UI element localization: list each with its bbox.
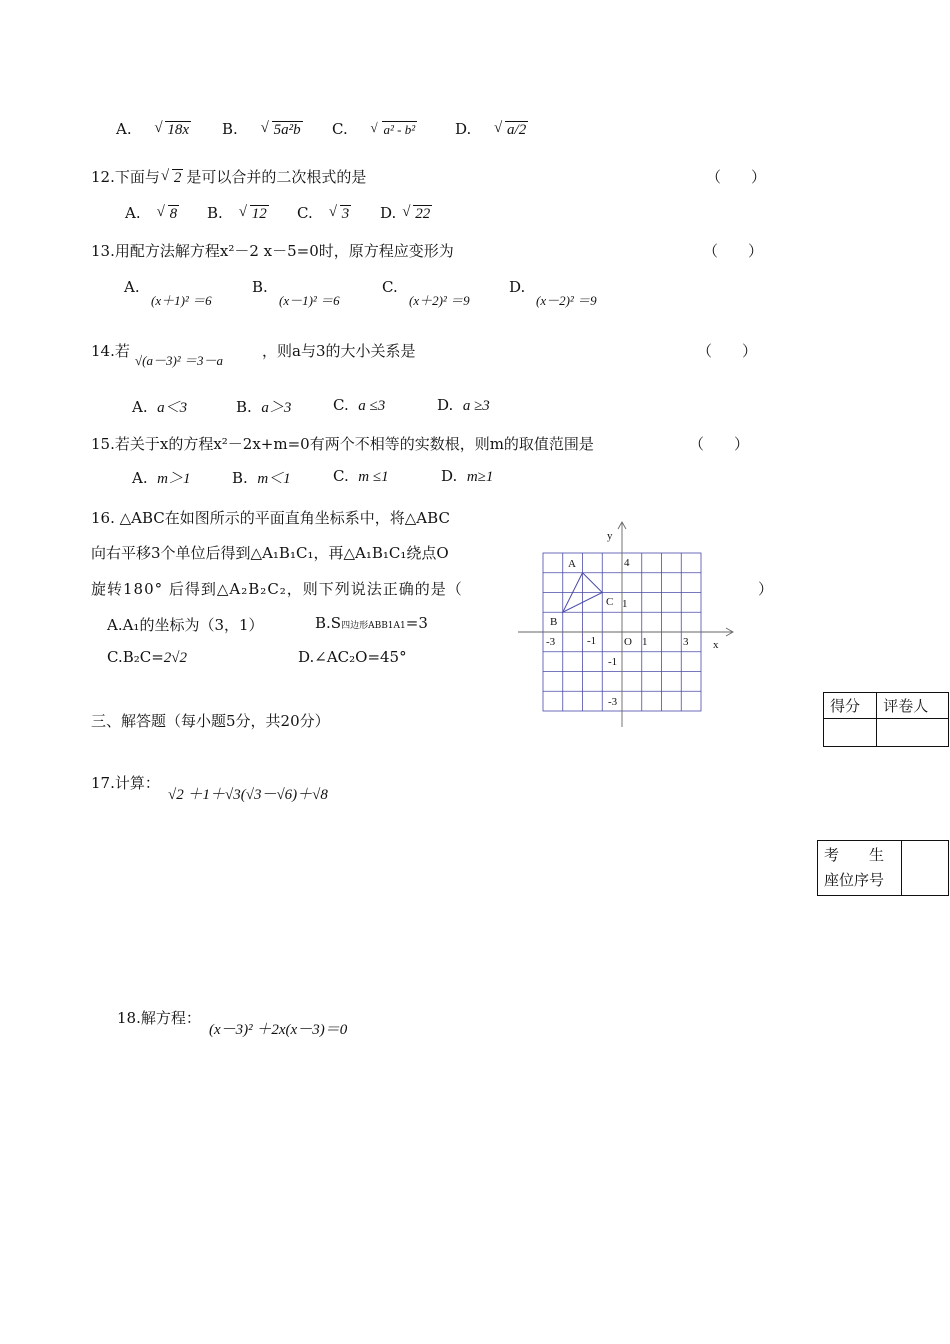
seat-number-box	[817, 840, 949, 896]
section-3-title: 三、解答题（每小题5分，共20分）	[91, 712, 330, 730]
q14-option-b: B. a＞3	[236, 398, 292, 416]
seat-box-line1: 考 生	[824, 846, 885, 864]
seat-number-cell[interactable]	[901, 841, 948, 896]
q11-option-a: A. √ 18x	[116, 120, 191, 139]
point-a-label: A	[568, 558, 576, 570]
q16-option-b: B.S四边形ABB1A1=3	[315, 614, 428, 632]
q14-option-a: A. a＜3	[132, 398, 188, 416]
q16-option-c: C.B₂C=2√2	[107, 648, 188, 666]
q16-paren-close: ）	[758, 580, 774, 598]
y-tick-1: 1	[622, 598, 628, 610]
q11-option-d: D. √ a/2	[455, 120, 528, 139]
grader-cell[interactable]	[877, 719, 949, 747]
q12-answer-paren: （ ）	[706, 168, 767, 186]
q17-label: 17.计算：	[91, 774, 160, 792]
q11-option-b: B. √ 5a²b	[222, 120, 303, 139]
q14-option-c: C. a ≤3	[333, 396, 386, 414]
x-tick-minus3: -3	[546, 636, 556, 648]
q11-option-c: C. √ a² - b²	[332, 120, 417, 138]
q13-option-c-label: C.	[382, 278, 398, 296]
score-box-col1: 得分	[824, 693, 877, 719]
q13-option-d-expr: (x－2)² ＝9	[536, 293, 597, 308]
q15-option-b: B. m＜1	[232, 469, 291, 487]
q16-stem-line2: 向右平移3个单位后得到△A₁B₁C₁，再△A₁B₁C₁绕点O	[91, 544, 449, 562]
q14-condition-expr: √(a－3)² ＝3－a	[135, 353, 223, 368]
q12-option-d: D.√ 22	[380, 204, 432, 223]
q14-stem-post: ，则a与3的大小关系是	[262, 342, 416, 360]
q13-option-c-expr: (x＋2)² ＝9	[409, 293, 470, 308]
seat-box-line2: 座位序号	[824, 871, 885, 889]
point-b-label: B	[550, 616, 558, 628]
q14-stem-pre: 14.若	[91, 342, 130, 360]
x-tick-1: 1	[642, 636, 648, 648]
q13-stem: 13.用配方法解方程x²－2 x－5=0时，原方程应变形为	[91, 242, 454, 260]
q16-stem-line3: 旋转180° 后得到△A₂B₂C₂，则下列说法正确的是（	[91, 580, 463, 598]
q13-option-a-label: A.	[124, 278, 140, 296]
q12-option-c: C.√ 3	[297, 204, 351, 223]
q12-option-a: A.√ 8	[125, 204, 179, 223]
q14-option-d: D. a ≥3	[437, 396, 490, 414]
q16-stem-line1: 16. △ABC在如图所示的平面直角坐标系中，将△ABC	[91, 509, 450, 527]
q15-answer-paren: （ ）	[689, 435, 750, 453]
y-tick-4: 4	[624, 557, 630, 569]
score-box-col2: 评卷人	[877, 693, 949, 719]
q13-answer-paren: （ ）	[703, 242, 764, 260]
q13-option-b-label: B.	[252, 278, 268, 296]
x-tick-minus1: -1	[587, 635, 597, 647]
q15-stem: 15.若关于x的方程x²－2x+m=0有两个不相等的实数根，则m的取值范围是	[91, 435, 594, 453]
q13-option-a-expr: (x＋1)² ＝6	[151, 293, 212, 308]
seat-box-label	[818, 841, 902, 896]
score-cell[interactable]	[824, 719, 877, 747]
q13-option-d-label: D.	[509, 278, 526, 296]
point-c-label: C	[606, 596, 614, 608]
y-tick-minus3: -3	[608, 696, 618, 708]
y-tick-minus1: -1	[608, 656, 618, 668]
q12-option-b: B.√ 12	[207, 204, 269, 223]
x-axis-label: x	[713, 639, 719, 651]
q15-option-c: C. m ≤1	[333, 467, 389, 485]
q18-label: 18.解方程：	[117, 1009, 201, 1027]
y-axis-label: y	[607, 530, 613, 542]
q18-equation: (x－3)² ＋2x(x－3)＝0	[209, 1022, 348, 1038]
q13-option-b-expr: (x－1)² ＝6	[279, 293, 340, 308]
origin-label: O	[624, 636, 632, 648]
q16-option-d: D.∠AC₂O=45°	[298, 648, 407, 666]
q12-stem: 12.下面与√ 2 是可以合并的二次根式的是	[91, 166, 366, 187]
q17-expression: √2 ＋1＋√3(√3－√6)＋√8	[168, 787, 328, 803]
q16-option-a: A.A₁的坐标为（3，1）	[107, 616, 264, 634]
coordinate-grid-figure	[510, 515, 750, 735]
q14-answer-paren: （ ）	[697, 342, 758, 360]
score-box	[823, 692, 949, 747]
q15-option-d: D. m≥1	[441, 467, 494, 485]
q15-option-a: A. m＞1	[132, 469, 191, 487]
x-tick-3: 3	[683, 636, 689, 648]
